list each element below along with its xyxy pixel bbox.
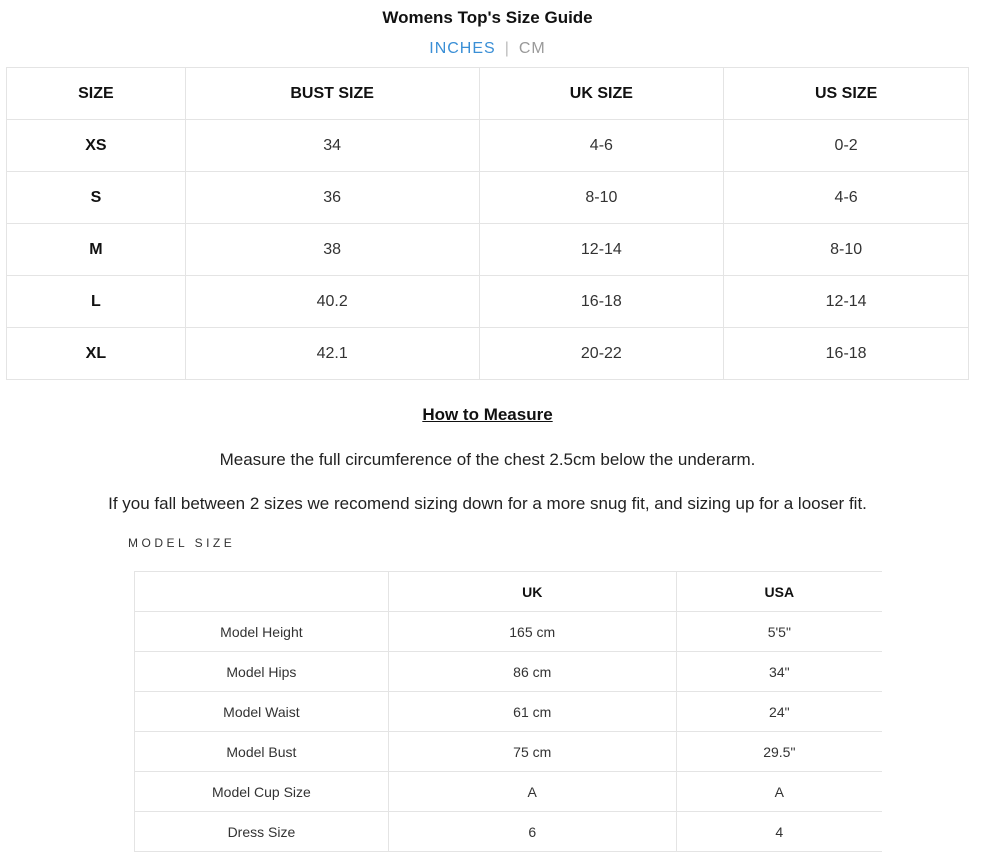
uk-value: 75 cm xyxy=(388,732,676,772)
size-table xyxy=(6,67,969,380)
uk-value: 165 cm xyxy=(388,612,676,652)
usa-value: 5'5" xyxy=(676,612,882,652)
measure-label: Model Waist xyxy=(135,692,389,732)
header-us-size: US SIZE xyxy=(724,68,969,120)
header-blank xyxy=(135,572,389,612)
usa-value: 34" xyxy=(676,652,882,692)
header-uk-size: UK SIZE xyxy=(479,68,724,120)
table-row xyxy=(135,812,883,852)
header-uk: UK xyxy=(388,572,676,612)
unit-toggle xyxy=(0,40,975,58)
unit-separator: | xyxy=(504,40,510,57)
us-size-cell: 4-6 xyxy=(724,172,969,224)
usa-value: 24" xyxy=(676,692,882,732)
table-row xyxy=(135,652,883,692)
table-row xyxy=(135,732,883,772)
how-to-measure-title: How to Measure xyxy=(422,405,553,424)
table-row xyxy=(135,772,883,812)
bust-cell: 36 xyxy=(185,172,479,224)
uk-value: 86 cm xyxy=(388,652,676,692)
uk-size-cell: 12-14 xyxy=(479,224,724,276)
table-row xyxy=(135,692,883,732)
bust-cell: 42.1 xyxy=(185,328,479,380)
unit-inches-tab[interactable]: INCHES xyxy=(429,40,496,57)
measure-label: Model Bust xyxy=(135,732,389,772)
bust-cell: 38 xyxy=(185,224,479,276)
size-cell: L xyxy=(7,276,186,328)
measure-label: Model Cup Size xyxy=(135,772,389,812)
measure-label: Model Height xyxy=(135,612,389,652)
table-row xyxy=(7,328,969,380)
usa-value: 29.5" xyxy=(676,732,882,772)
us-size-cell: 12-14 xyxy=(724,276,969,328)
fit-advice: If you fall between 2 sizes we recomend sizing down for a more snug fit, and sizing up for a looser fit. xyxy=(108,494,867,513)
table-row xyxy=(7,120,969,172)
uk-value: A xyxy=(388,772,676,812)
measure-label: Dress Size xyxy=(135,812,389,852)
table-row xyxy=(7,276,969,328)
uk-size-cell: 20-22 xyxy=(479,328,724,380)
usa-value: A xyxy=(676,772,882,812)
uk-size-cell: 4-6 xyxy=(479,120,724,172)
uk-value: 6 xyxy=(388,812,676,852)
size-cell: XS xyxy=(7,120,186,172)
unit-cm-tab[interactable]: CM xyxy=(518,40,546,57)
bust-cell: 34 xyxy=(185,120,479,172)
measure-label: Model Hips xyxy=(135,652,389,692)
bust-cell: 40.2 xyxy=(185,276,479,328)
size-cell: XL xyxy=(7,328,186,380)
size-cell: S xyxy=(7,172,186,224)
model-size-heading: MODEL SIZE xyxy=(128,536,236,550)
model-table-header xyxy=(135,572,883,612)
table-row xyxy=(7,224,969,276)
header-bust-size: BUST SIZE xyxy=(185,68,479,120)
uk-size-cell: 16-18 xyxy=(479,276,724,328)
header-size: SIZE xyxy=(7,68,186,120)
measure-instruction: Measure the full circumference of the chest 2.5cm below the underarm. xyxy=(219,450,756,469)
model-size-table xyxy=(134,571,882,852)
page-title: Womens Top's Size Guide xyxy=(382,8,593,27)
size-table-header xyxy=(7,68,969,120)
table-row xyxy=(7,172,969,224)
uk-value: 61 cm xyxy=(388,692,676,732)
size-cell: M xyxy=(7,224,186,276)
header-usa: USA xyxy=(676,572,882,612)
us-size-cell: 0-2 xyxy=(724,120,969,172)
us-size-cell: 16-18 xyxy=(724,328,969,380)
table-row xyxy=(135,612,883,652)
us-size-cell: 8-10 xyxy=(724,224,969,276)
usa-value: 4 xyxy=(676,812,882,852)
uk-size-cell: 8-10 xyxy=(479,172,724,224)
